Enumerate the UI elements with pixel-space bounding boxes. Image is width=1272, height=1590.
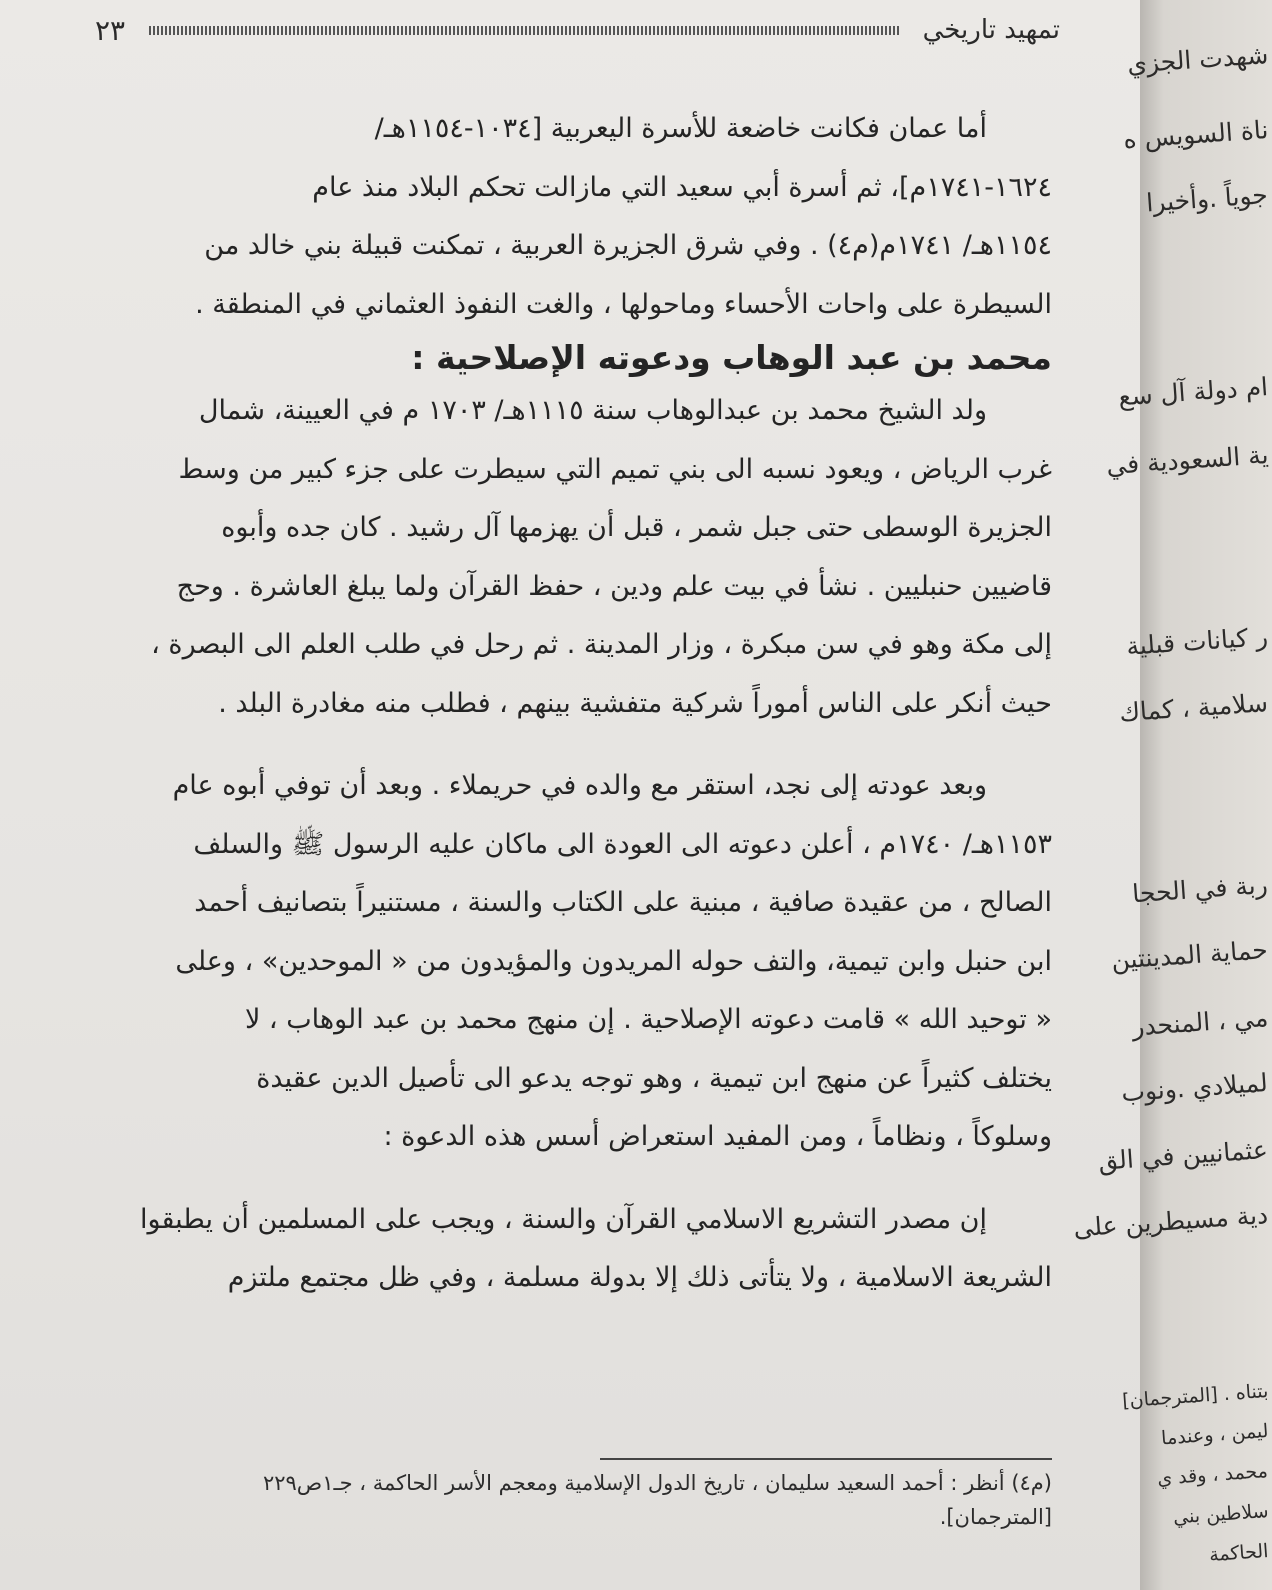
neighbor-fragment: ليمن ، وعندما: [1160, 1420, 1269, 1450]
footnote-line: (م٤) أنظر : أحمد السعيد سليمان ، تاريخ الدول الإسلامية ومعجم الأسر الحاكمة ، جـ١ص٢٢٩: [262, 1471, 1052, 1495]
neighbor-fragment: لميلادي .ونوب: [1120, 1068, 1270, 1108]
text-line: إن مصدر التشريع الاسلامي القرآن والسنة ، ويجب على المسلمين أن يطبقوا: [140, 1203, 987, 1235]
neighbor-fragment: عثمانيين في الق: [1097, 1135, 1270, 1176]
text-line: ١١٥٣هـ/ ١٧٤٠م ، أعلن دعوته الى العودة الى ماكان عليه الرسول ﷺ والسلف: [193, 828, 1052, 860]
neighbor-fragment: سلامية ، كماك: [1118, 688, 1270, 728]
text-line: حيث أنكر على الناس أموراً شركية متفشية بينهم ، فطلب منه مغادرة البلد .: [218, 687, 1052, 719]
text-line: وسلوكاً ، ونظاماً ، ومن المفيد استعراض أسس هذه الدعوة :: [383, 1121, 1052, 1152]
page-number: ٢٣: [95, 13, 126, 47]
text-line: الشريعة الاسلامية ، ولا يتأتى ذلك إلا بدولة مسلمة ، وفي ظل مجتمع ملتزم: [227, 1262, 1052, 1293]
neighbor-fragment: محمد ، وقد ي: [1156, 1460, 1269, 1490]
footnote-rule: [600, 1458, 1052, 1460]
text-line: يختلف كثيراً عن منهج ابن تيمية ، وهو توجه يدعو الى تأصيل الدين عقيدة: [256, 1062, 1052, 1094]
text-line: الجزيرة الوسطى حتى جبل شمر ، قبل أن يهزمها آل رشيد . كان جده وأبوه: [221, 512, 1052, 543]
text-line: السيطرة على واحات الأحساء وماحولها ، والغت النفوذ العثماني في المنطقة .: [195, 288, 1052, 320]
text-line: ولد الشيخ محمد بن عبدالوهاب سنة ١١١٥هـ/ ١٧٠٣ م في العيينة، شمال: [198, 395, 987, 426]
paragraph-biography: [88, 382, 1052, 733]
section-heading: محمد بن عبد الوهاب ودعوته الإصلاحية :: [411, 338, 1052, 377]
running-header: [95, 10, 1060, 50]
page-body: [88, 100, 1052, 1308]
text-line: ١١٥٤هـ/ ١٧٤١م(م٤) . وفي شرق الجزيرة العربية ، تمكنت قبيلة بني خالد من: [204, 230, 1052, 261]
running-title: تمهيد تاريخي: [922, 15, 1060, 45]
text-line: « توحيد الله » قامت دعوته الإصلاحية . إن منهج محمد بن عبد الوهاب ، لا: [244, 1004, 1052, 1035]
neighbor-fragment: مي ، المنحدر: [1131, 1003, 1270, 1042]
text-line: ١٦٢٤-١٧٤١م]، ثم أسرة أبي سعيد التي مازالت تحكم البلاد منذ عام: [312, 171, 1052, 203]
paragraph-sharia: [88, 1191, 1052, 1308]
paragraph-dawa: [88, 757, 1052, 1167]
paragraph-oman: [88, 100, 1052, 334]
neighbor-fragment: ام دولة آل سع: [1117, 372, 1270, 412]
text-line: غرب الرياض ، ويعود نسبه الى بني تميم التي سيطرت على جزء كبير من وسط: [178, 453, 1052, 485]
neighbor-page-edge: [1072, 0, 1272, 1590]
neighbor-fragment: ربة في الحجا: [1131, 870, 1270, 909]
neighbor-fragment: دية مسيطرين على: [1072, 1200, 1270, 1243]
neighbor-fragment: حماية المدينتين: [1110, 935, 1270, 975]
text-line: إلى مكة وهو في سن مبكرة ، وزار المدينة . ثم رحل في طلب العلم الى البصرة ،: [151, 629, 1052, 660]
text-line: أما عمان فكانت خاضعة للأسرة اليعربية [١٠٣٤-١١٥٤هـ/: [374, 113, 987, 144]
text-line: ابن حنبل وابن تيمية، والتف حوله المريدون والمؤيدون من « الموحدين» ، وعلى: [175, 945, 1052, 977]
neighbor-fragment: ناة السويس ه: [1122, 115, 1270, 155]
text-line: قاضيين حنبليين . نشأ في بيت علم ودين ، حفظ القرآن ولما يبلغ العاشرة . وحج: [176, 570, 1052, 602]
neighbor-fragment: ر كيانات قبلية: [1125, 622, 1270, 661]
neighbor-fragment: جوياً .وأخيرا: [1145, 180, 1270, 218]
header-rule: [149, 26, 899, 35]
neighbor-fragment: بتناه . [المترجمان]: [1121, 1380, 1269, 1413]
text-line: وبعد عودته إلى نجد، استقر مع والده في حريملاء . وبعد أن توفي أبوه عام: [172, 770, 987, 801]
neighbor-fragment: ية السعودية في: [1104, 440, 1270, 481]
neighbor-fragment: الحاكمة: [1208, 1540, 1269, 1567]
footnote: [70, 1466, 1052, 1534]
neighbor-fragment: شهدت الجزي: [1126, 40, 1270, 79]
footnote-line: [المترجمان].: [939, 1505, 1052, 1529]
neighbor-fragment: سلاطين بني: [1171, 1500, 1269, 1529]
text-line: الصالح ، من عقيدة صافية ، مبنية على الكتاب والسنة ، مستنيراً بتصانيف أحمد: [194, 887, 1052, 918]
